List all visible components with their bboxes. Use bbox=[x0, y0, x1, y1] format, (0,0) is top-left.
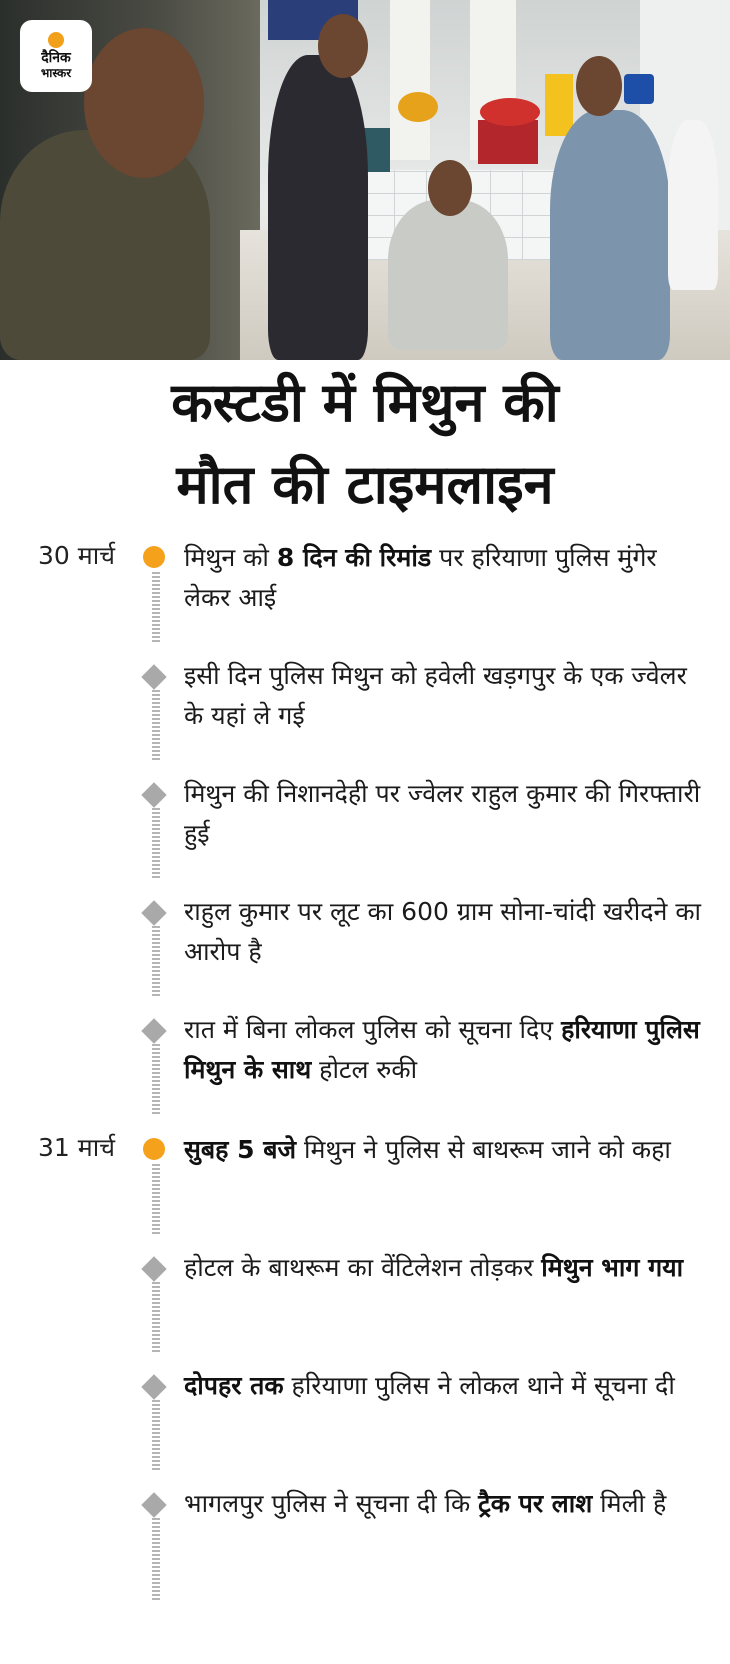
timeline-entry-text: होटल के बाथरूम का वेंटिलेशन तोड़कर bbox=[184, 1253, 542, 1282]
timeline-connector bbox=[152, 1044, 160, 1116]
timeline-entry-text: मिथुन ने पुलिस से बाथरूम जाने को कहा bbox=[296, 1135, 671, 1164]
timeline-entry-text: राहुल कुमार पर लूट का 600 ग्राम सोना-चांदी खरीदने का आरोप है bbox=[184, 897, 702, 966]
timeline-entry bbox=[184, 656, 704, 736]
timeline-dot-icon bbox=[143, 1138, 165, 1160]
timeline-entry bbox=[184, 1010, 704, 1090]
timeline-connector bbox=[152, 1282, 160, 1352]
timeline-entry bbox=[184, 1366, 704, 1406]
timeline-entry bbox=[184, 1130, 704, 1170]
timeline-entry-bold-text: हरियाणा पुलिस मिथुन के साथ bbox=[184, 1015, 700, 1084]
timeline-diamond-icon bbox=[141, 782, 166, 807]
timeline-entry-text: होटल रुकी bbox=[311, 1055, 418, 1084]
timeline-entry-bold-text: ट्रैक पर लाश bbox=[478, 1489, 593, 1518]
timeline-entry-text: इसी दिन पुलिस मिथुन को हवेली खड़गपुर के एक ज्वेलर के यहां ले गई bbox=[184, 661, 687, 730]
timeline-entry-bold-text: 8 दिन की रिमांड bbox=[276, 543, 432, 572]
timeline-entry-text: रात में बिना लोकल पुलिस को सूचना दिए bbox=[184, 1015, 562, 1044]
timeline-entry-text: मिथुन को bbox=[184, 543, 277, 572]
timeline-entry bbox=[184, 1484, 704, 1524]
timeline-entry bbox=[184, 538, 704, 618]
timeline-diamond-icon bbox=[141, 664, 166, 689]
timeline-entry-text: भागलपुर पुलिस ने सूचना दी कि bbox=[184, 1489, 479, 1518]
header-photo bbox=[0, 0, 730, 360]
timeline-entry-text: मिली है bbox=[592, 1489, 667, 1518]
timeline-connector bbox=[152, 690, 160, 760]
timeline-entry bbox=[184, 1248, 704, 1288]
timeline-connector bbox=[152, 1518, 160, 1600]
timeline-connector bbox=[152, 926, 160, 996]
timeline-diamond-icon bbox=[141, 1374, 166, 1399]
dainik-bhaskar-logo: दैनिक भास्कर bbox=[20, 20, 92, 92]
timeline-date: 31 मार्च bbox=[38, 1133, 116, 1162]
timeline-date: 30 मार्च bbox=[38, 541, 116, 570]
timeline-connector bbox=[152, 1400, 160, 1470]
timeline-diamond-icon bbox=[141, 1256, 166, 1281]
sun-icon bbox=[48, 32, 64, 48]
timeline-diamond-icon bbox=[141, 1018, 166, 1043]
page-title bbox=[0, 362, 730, 526]
timeline-connector bbox=[152, 572, 160, 642]
title-line-2: मौत की टाइमलाइन bbox=[176, 453, 554, 516]
timeline-entry bbox=[184, 774, 704, 854]
timeline-entry bbox=[184, 892, 704, 972]
timeline-dot-icon bbox=[143, 546, 165, 568]
timeline-connector bbox=[152, 1164, 160, 1234]
timeline-entry-text: हरियाणा पुलिस ने लोकल थाने में सूचना दी bbox=[283, 1371, 675, 1400]
title-line-1: कस्टडी में मिथुन की bbox=[171, 371, 559, 434]
timeline-entry-bold-text: मिथुन भाग गया bbox=[541, 1253, 684, 1282]
timeline-diamond-icon bbox=[141, 1492, 166, 1517]
timeline-connector bbox=[152, 808, 160, 878]
timeline-entry-text: मिथुन की निशानदेही पर ज्वेलर राहुल कुमार की गिरफ्तारी हुई bbox=[184, 779, 701, 848]
timeline-entry-bold-text: सुबह 5 बजे bbox=[184, 1135, 297, 1164]
timeline-diamond-icon bbox=[141, 900, 166, 925]
timeline-entry-text: पर हरियाणा पुलिस मुंगेर लेकर आई bbox=[184, 543, 657, 612]
timeline-entry-bold-text: दोपहर तक bbox=[184, 1371, 284, 1400]
